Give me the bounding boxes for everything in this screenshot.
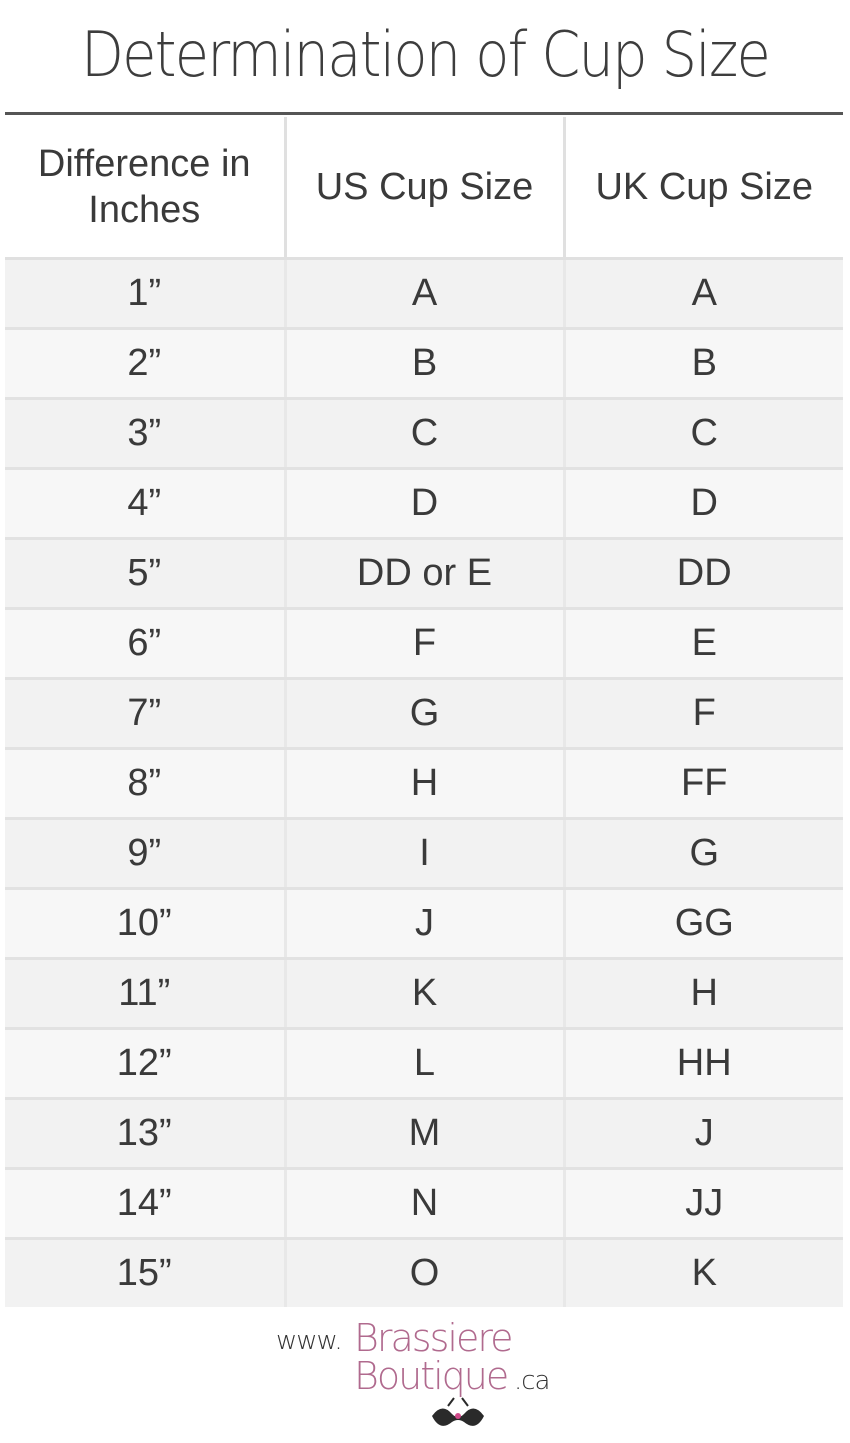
- uk-cup-cell: F: [564, 679, 843, 749]
- table-row: [5, 959, 843, 1029]
- uk-cup-cell: DD: [564, 539, 843, 609]
- table-row: [5, 609, 843, 679]
- difference-cell: 13”: [5, 1099, 285, 1169]
- us-cup-cell: I: [285, 819, 564, 889]
- uk-cup-cell: HH: [564, 1029, 843, 1099]
- logo-suffix: .ca: [514, 1366, 550, 1396]
- us-cup-cell: J: [285, 889, 564, 959]
- us-cup-cell: K: [285, 959, 564, 1029]
- uk-cup-cell: J: [564, 1099, 843, 1169]
- header-row: [5, 117, 843, 259]
- uk-cup-cell: GG: [564, 889, 843, 959]
- table-row: [5, 889, 843, 959]
- table-row: [5, 1029, 843, 1099]
- uk-cup-cell: E: [564, 609, 843, 679]
- us-cup-cell: G: [285, 679, 564, 749]
- difference-cell: 6”: [5, 609, 285, 679]
- table-row: [5, 819, 843, 889]
- difference-cell: 9”: [5, 819, 285, 889]
- logo-brand-line2: Boutique: [354, 1354, 508, 1398]
- us-cup-cell: H: [285, 749, 564, 819]
- difference-cell: 2”: [5, 329, 285, 399]
- us-cup-cell: M: [285, 1099, 564, 1169]
- us-cup-cell: O: [285, 1239, 564, 1308]
- logo-prefix: www.: [276, 1326, 342, 1356]
- difference-cell: 14”: [5, 1169, 285, 1239]
- header-uk-cup-size: UK Cup Size: [564, 117, 843, 259]
- uk-cup-cell: K: [564, 1239, 843, 1308]
- us-cup-cell: C: [285, 399, 564, 469]
- us-cup-cell: F: [285, 609, 564, 679]
- us-cup-cell: D: [285, 469, 564, 539]
- logo-brand-line1: Brassiere: [354, 1316, 512, 1360]
- us-cup-cell: L: [285, 1029, 564, 1099]
- header-difference-in-inches: Difference in Inches: [5, 117, 285, 259]
- table-row: [5, 259, 843, 329]
- table-row: [5, 1099, 843, 1169]
- difference-cell: 7”: [5, 679, 285, 749]
- uk-cup-cell: D: [564, 469, 843, 539]
- table-row: [5, 749, 843, 819]
- table-row: [5, 399, 843, 469]
- header-us-cup-size: US Cup Size: [285, 117, 564, 259]
- difference-cell: 10”: [5, 889, 285, 959]
- table-row: [5, 1239, 843, 1308]
- uk-cup-cell: H: [564, 959, 843, 1029]
- difference-cell: 4”: [5, 469, 285, 539]
- difference-cell: 3”: [5, 399, 285, 469]
- brand-logo: [270, 1316, 570, 1436]
- page-title: Determination of Cup Size: [80, 18, 770, 91]
- bra-icon: [428, 1396, 488, 1436]
- difference-cell: 15”: [5, 1239, 285, 1308]
- difference-cell: 8”: [5, 749, 285, 819]
- table-row: [5, 679, 843, 749]
- uk-cup-cell: A: [564, 259, 843, 329]
- table-row: [5, 469, 843, 539]
- uk-cup-cell: G: [564, 819, 843, 889]
- us-cup-cell: N: [285, 1169, 564, 1239]
- difference-cell: 5”: [5, 539, 285, 609]
- us-cup-cell: B: [285, 329, 564, 399]
- difference-cell: 11”: [5, 959, 285, 1029]
- cup-size-table: [5, 117, 843, 1307]
- us-cup-cell: DD or E: [285, 539, 564, 609]
- table-row: [5, 1169, 843, 1239]
- title-divider: [5, 112, 843, 115]
- uk-cup-cell: JJ: [564, 1169, 843, 1239]
- us-cup-cell: A: [285, 259, 564, 329]
- difference-cell: 1”: [5, 259, 285, 329]
- uk-cup-cell: FF: [564, 749, 843, 819]
- table-row: [5, 539, 843, 609]
- uk-cup-cell: C: [564, 399, 843, 469]
- difference-cell: 12”: [5, 1029, 285, 1099]
- table-row: [5, 329, 843, 399]
- uk-cup-cell: B: [564, 329, 843, 399]
